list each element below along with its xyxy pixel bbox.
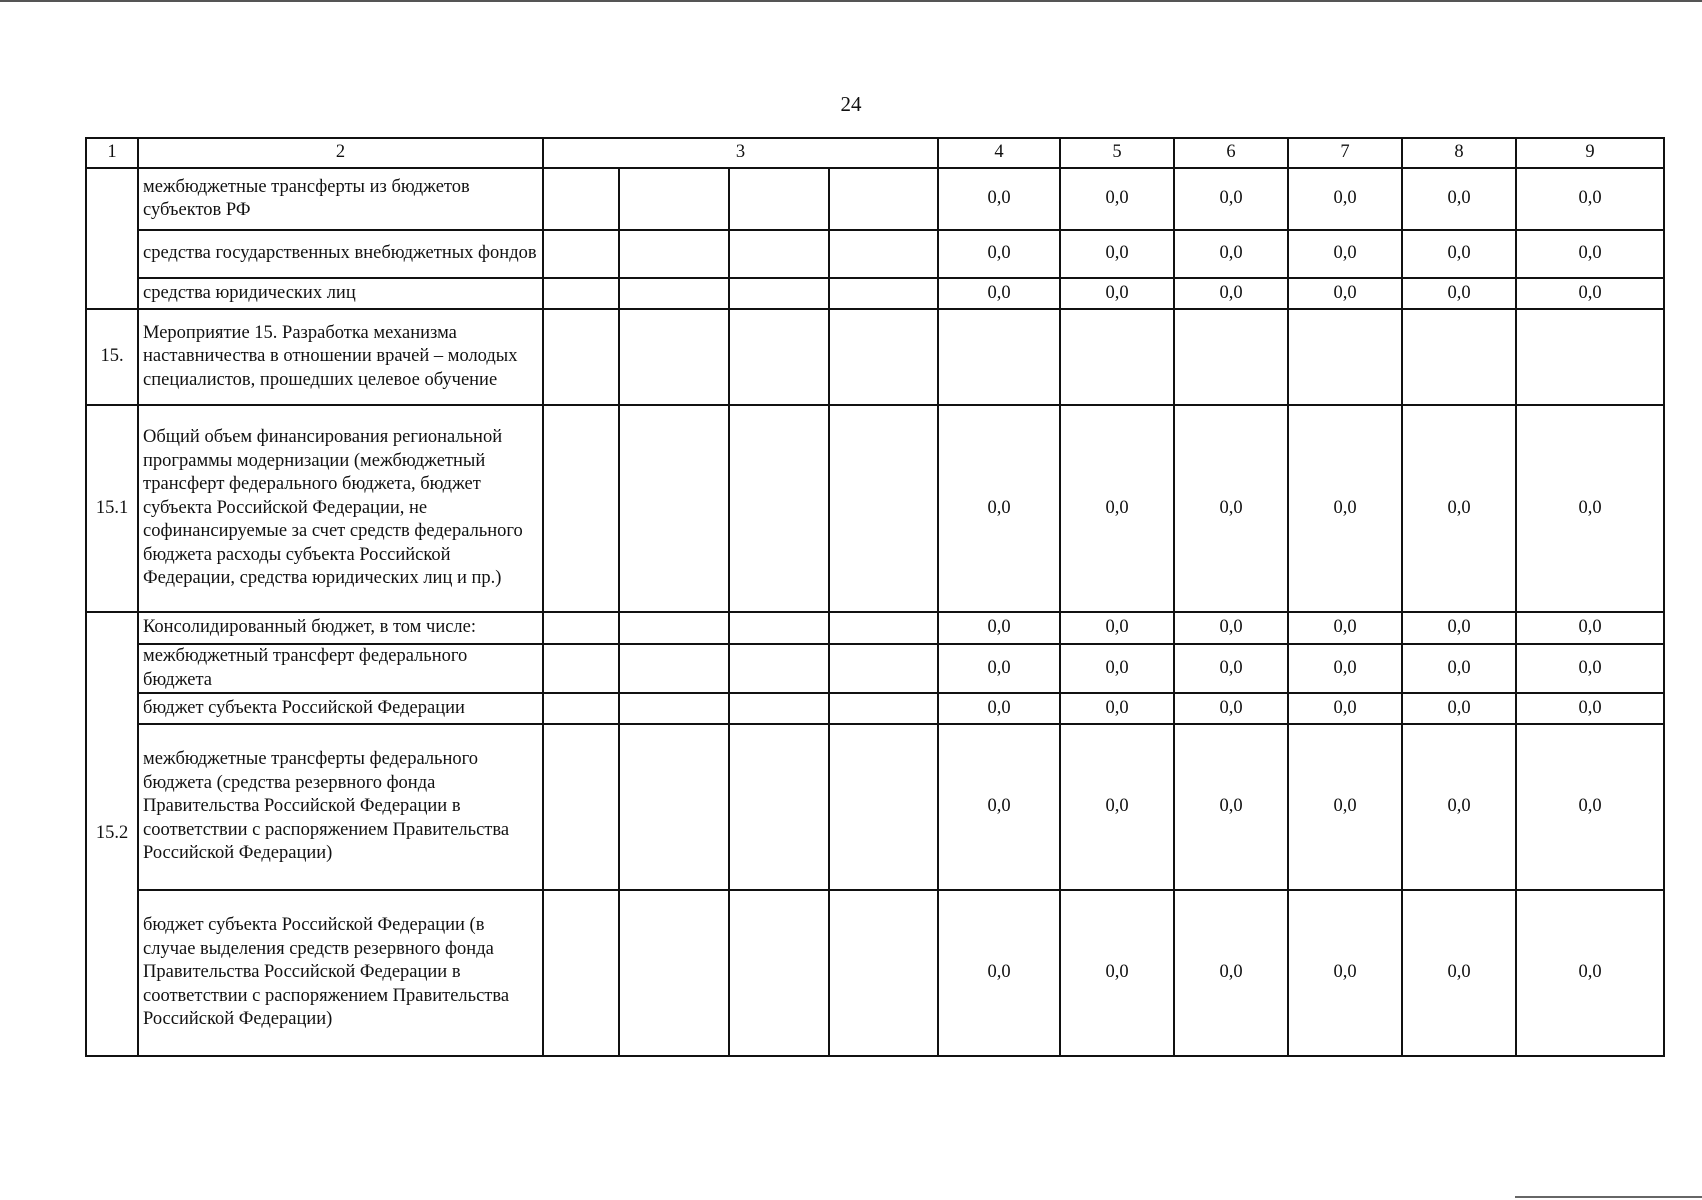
value-cell-col-7: 0,0: [1288, 890, 1402, 1056]
value-cell-col-6: 0,0: [1174, 890, 1288, 1056]
value-cell-col-6: 0,0: [1174, 724, 1288, 890]
blank-subcolumn-cell: [543, 612, 619, 644]
row-label-cell: межбюджетный трансферт федерального бюджета: [138, 644, 543, 693]
blank-subcolumn-cell: [729, 724, 829, 890]
value-cell-col-5: 0,0: [1060, 724, 1174, 890]
blank-subcolumn-cell: [729, 230, 829, 278]
blank-subcolumn-cell: [619, 168, 729, 230]
row-label-cell: межбюджетные трансферты федерального бюджета (средства резервного фонда Правительства Российской Федерации в соответствии с распоряжением Правительства Российской Федерации): [138, 724, 543, 890]
value-cell-col-9: 0,0: [1516, 405, 1664, 612]
value-cell-col-9: 0,0: [1516, 230, 1664, 278]
value-cell-col-7: 0,0: [1288, 693, 1402, 724]
blank-subcolumn-cell: [829, 230, 938, 278]
value-cell-col-5: 0,0: [1060, 278, 1174, 309]
value-cell-col-9: 0,0: [1516, 693, 1664, 724]
blank-subcolumn-cell: [543, 405, 619, 612]
value-cell-col-7: 0,0: [1288, 612, 1402, 644]
blank-subcolumn-cell: [619, 890, 729, 1056]
value-cell-col-6: 0,0: [1174, 612, 1288, 644]
value-cell-col-7: 0,0: [1288, 405, 1402, 612]
blank-subcolumn-cell: [619, 693, 729, 724]
blank-subcolumn-cell: [619, 724, 729, 890]
value-cell-col-8: 0,0: [1402, 724, 1516, 890]
table-row: [86, 230, 1664, 278]
blank-subcolumn-cell: [543, 644, 619, 693]
blank-subcolumn-cell: [543, 168, 619, 230]
table-body: [86, 138, 1664, 1056]
blank-subcolumn-cell: [729, 612, 829, 644]
row-label-cell: Общий объем финансирования региональной программы модернизации (межбюджетный трансферт федерального бюджета, бюджет субъекта Российской Федерации, не софинансируемые за счет средств федерального бюджета расходы субъекта Российской Федерации, средства юридических лиц и пр.): [138, 405, 543, 612]
column-header-2: 2: [138, 138, 543, 168]
blank-subcolumn-cell: [729, 890, 829, 1056]
blank-subcolumn-cell: [543, 278, 619, 309]
value-cell-col-9: 0,0: [1516, 612, 1664, 644]
value-cell-col-8: 0,0: [1402, 230, 1516, 278]
blank-subcolumn-cell: [829, 278, 938, 309]
row-number-cell: [86, 168, 138, 309]
blank-subcolumn-cell: [729, 278, 829, 309]
blank-subcolumn-cell: [619, 309, 729, 405]
value-cell-col-8: [1402, 309, 1516, 405]
value-cell-col-5: 0,0: [1060, 168, 1174, 230]
table-row: [86, 405, 1664, 612]
blank-subcolumn-cell: [619, 230, 729, 278]
blank-subcolumn-cell: [543, 724, 619, 890]
blank-subcolumn-cell: [829, 644, 938, 693]
table-row: [86, 724, 1664, 890]
header-row: [86, 138, 1664, 168]
budget-table: [85, 137, 1665, 1057]
scan-top-edge-line: [0, 0, 1702, 2]
value-cell-col-7: 0,0: [1288, 644, 1402, 693]
row-label-cell: Мероприятие 15. Разработка механизма наставничества в отношении врачей – молодых специалистов, прошедших целевое обучение: [138, 309, 543, 405]
value-cell-col-9: [1516, 309, 1664, 405]
value-cell-col-4: 0,0: [938, 168, 1060, 230]
blank-subcolumn-cell: [619, 278, 729, 309]
row-label-cell: средства государственных внебюджетных фондов: [138, 230, 543, 278]
value-cell-col-7: 0,0: [1288, 230, 1402, 278]
value-cell-col-5: 0,0: [1060, 405, 1174, 612]
value-cell-col-6: [1174, 309, 1288, 405]
blank-subcolumn-cell: [619, 612, 729, 644]
value-cell-col-7: 0,0: [1288, 724, 1402, 890]
value-cell-col-8: 0,0: [1402, 890, 1516, 1056]
blank-subcolumn-cell: [829, 309, 938, 405]
blank-subcolumn-cell: [729, 168, 829, 230]
value-cell-col-5: 0,0: [1060, 693, 1174, 724]
value-cell-col-8: 0,0: [1402, 644, 1516, 693]
value-cell-col-8: 0,0: [1402, 405, 1516, 612]
value-cell-col-4: 0,0: [938, 278, 1060, 309]
value-cell-col-6: 0,0: [1174, 278, 1288, 309]
row-label-cell: бюджет субъекта Российской Федерации: [138, 693, 543, 724]
row-label-cell: бюджет субъекта Российской Федерации (в случае выделения средств резервного фонда Правительства Российской Федерации в соответствии с распоряжением Правительства Российской Федерации): [138, 890, 543, 1056]
table-row: [86, 644, 1664, 693]
blank-subcolumn-cell: [829, 724, 938, 890]
table-row: [86, 693, 1664, 724]
value-cell-col-4: 0,0: [938, 612, 1060, 644]
blank-subcolumn-cell: [829, 612, 938, 644]
value-cell-col-6: 0,0: [1174, 230, 1288, 278]
value-cell-col-8: 0,0: [1402, 278, 1516, 309]
table-row: [86, 278, 1664, 309]
blank-subcolumn-cell: [829, 405, 938, 612]
blank-subcolumn-cell: [543, 890, 619, 1056]
value-cell-col-4: 0,0: [938, 644, 1060, 693]
blank-subcolumn-cell: [543, 309, 619, 405]
value-cell-col-7: 0,0: [1288, 168, 1402, 230]
table-row: [86, 309, 1664, 405]
value-cell-col-5: 0,0: [1060, 230, 1174, 278]
value-cell-col-7: 0,0: [1288, 278, 1402, 309]
value-cell-col-4: 0,0: [938, 405, 1060, 612]
scan-bottom-edge-line: [1515, 1196, 1702, 1198]
table-row: [86, 168, 1664, 230]
column-header-6: 6: [1174, 138, 1288, 168]
page-number: 24: [840, 92, 862, 116]
blank-subcolumn-cell: [729, 693, 829, 724]
value-cell-col-5: 0,0: [1060, 644, 1174, 693]
value-cell-col-5: [1060, 309, 1174, 405]
row-label-cell: межбюджетные трансферты из бюджетов субъектов РФ: [138, 168, 543, 230]
blank-subcolumn-cell: [729, 644, 829, 693]
blank-subcolumn-cell: [543, 693, 619, 724]
value-cell-col-7: [1288, 309, 1402, 405]
row-number-cell: 15.1: [86, 405, 138, 612]
value-cell-col-6: 0,0: [1174, 168, 1288, 230]
value-cell-col-9: 0,0: [1516, 168, 1664, 230]
column-header-1: 1: [86, 138, 138, 168]
table-row: [86, 612, 1664, 644]
value-cell-col-9: 0,0: [1516, 278, 1664, 309]
row-number-cell: 15.: [86, 309, 138, 405]
table-row: [86, 890, 1664, 1056]
row-label-cell: средства юридических лиц: [138, 278, 543, 309]
blank-subcolumn-cell: [829, 693, 938, 724]
value-cell-col-9: 0,0: [1516, 724, 1664, 890]
value-cell-col-4: 0,0: [938, 693, 1060, 724]
value-cell-col-8: 0,0: [1402, 612, 1516, 644]
blank-subcolumn-cell: [543, 230, 619, 278]
value-cell-col-6: 0,0: [1174, 693, 1288, 724]
blank-subcolumn-cell: [729, 405, 829, 612]
column-header-3: 3: [543, 138, 938, 168]
value-cell-col-4: [938, 309, 1060, 405]
column-header-4: 4: [938, 138, 1060, 168]
blank-subcolumn-cell: [829, 890, 938, 1056]
value-cell-col-8: 0,0: [1402, 693, 1516, 724]
row-label-cell: Консолидированный бюджет, в том числе:: [138, 612, 543, 644]
column-header-8: 8: [1402, 138, 1516, 168]
value-cell-col-5: 0,0: [1060, 890, 1174, 1056]
row-number-cell: 15.2: [86, 612, 138, 1056]
value-cell-col-6: 0,0: [1174, 644, 1288, 693]
value-cell-col-5: 0,0: [1060, 612, 1174, 644]
column-header-5: 5: [1060, 138, 1174, 168]
blank-subcolumn-cell: [729, 309, 829, 405]
value-cell-col-4: 0,0: [938, 890, 1060, 1056]
column-header-7: 7: [1288, 138, 1402, 168]
column-header-9: 9: [1516, 138, 1664, 168]
value-cell-col-9: 0,0: [1516, 890, 1664, 1056]
value-cell-col-8: 0,0: [1402, 168, 1516, 230]
blank-subcolumn-cell: [829, 168, 938, 230]
value-cell-col-9: 0,0: [1516, 644, 1664, 693]
value-cell-col-6: 0,0: [1174, 405, 1288, 612]
value-cell-col-4: 0,0: [938, 724, 1060, 890]
blank-subcolumn-cell: [619, 405, 729, 612]
blank-subcolumn-cell: [619, 644, 729, 693]
value-cell-col-4: 0,0: [938, 230, 1060, 278]
